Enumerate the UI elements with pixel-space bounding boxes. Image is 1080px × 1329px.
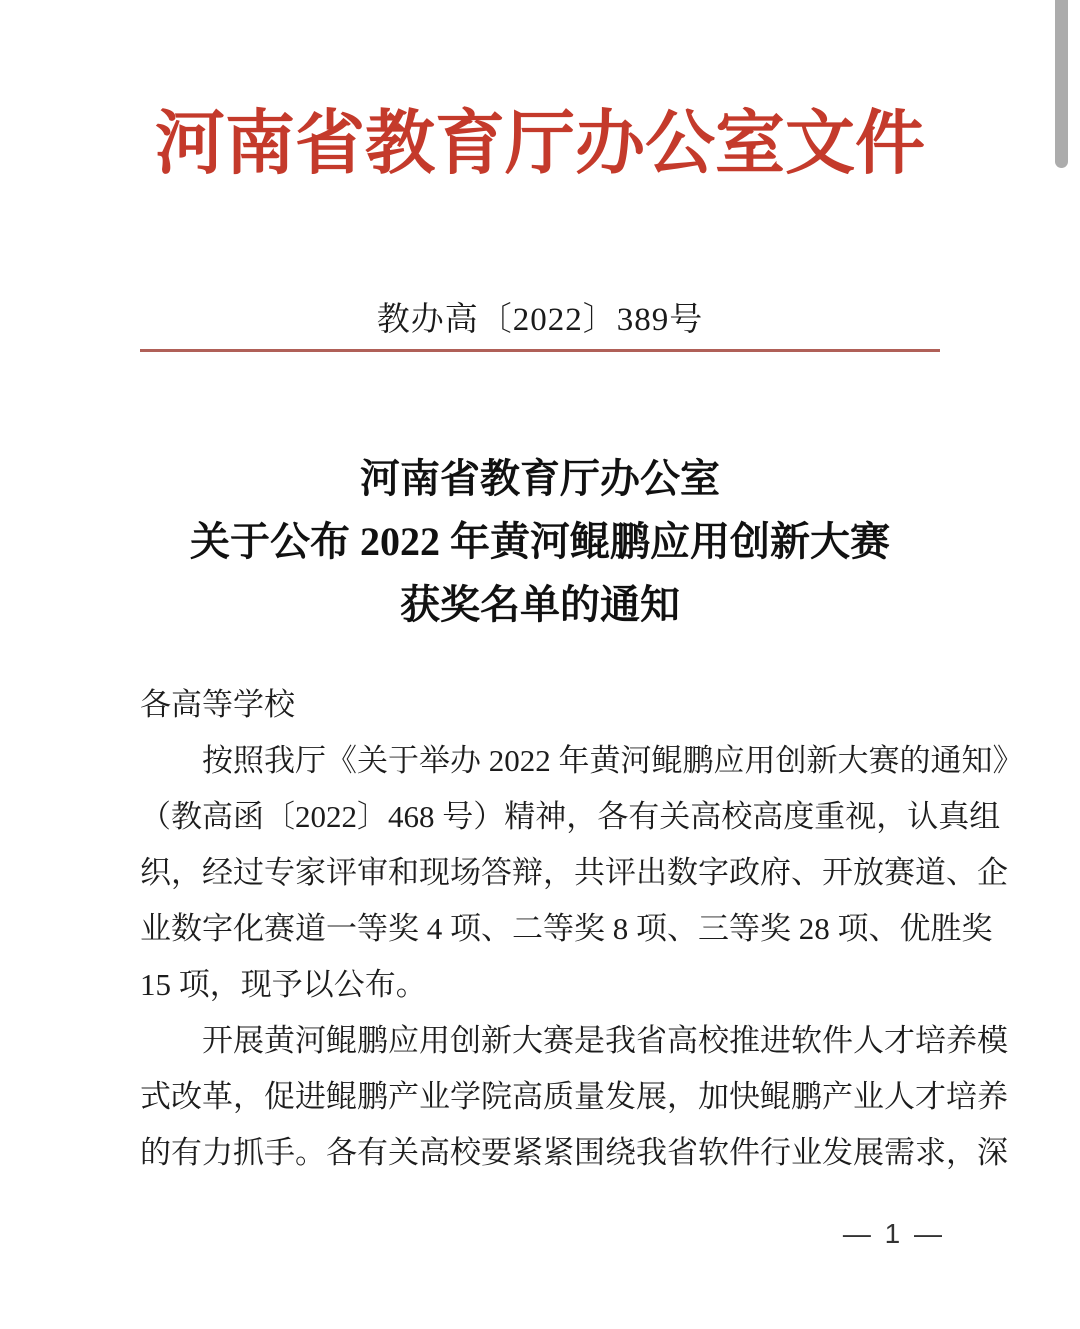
salutation-line: 各高等学校 — [140, 686, 295, 722]
document-title — [140, 447, 940, 636]
body-line: 的有力抓手。各有关高校要紧紧围绕我省软件行业发展需求，深 — [140, 1134, 1008, 1170]
page-number: — 1 — — [842, 1218, 945, 1249]
body-line: 织，经过专家评审和现场答辩，共评出数字政府、开放赛道、企 — [140, 854, 1008, 890]
body-line: 业数字化赛道一等奖 4 项、二等奖 8 项、三等奖 28 项、优胜奖 — [140, 910, 993, 946]
title-line: 河南省教育厅办公室 — [360, 455, 720, 501]
document-header-banner: 河南省教育厅办公室文件 — [155, 106, 925, 183]
scrollbar-thumb[interactable] — [1055, 0, 1068, 168]
body-line: 15 项，现予以公布。 — [140, 966, 427, 1002]
document-body — [140, 677, 1024, 1181]
red-divider-rule — [140, 349, 940, 352]
body-line: 式改革，促进鲲鹏产业学院高质量发展，加快鲲鹏产业人才培养 — [140, 1078, 1008, 1114]
body-line: 开展黄河鲲鹏应用创新大赛是我省高校推进软件人才培养模 — [202, 1022, 1008, 1058]
title-line: 关于公布 2022 年黄河鲲鹏应用创新大赛 — [190, 518, 890, 564]
body-line: （教高函〔2022〕468 号）精神，各有关高校高度重视，认真组 — [140, 798, 1001, 834]
title-line: 获奖名单的通知 — [400, 581, 680, 627]
document-number: 教办高〔2022〕389号 — [376, 302, 704, 338]
body-line: 按照我厅《关于举办 2022 年黄河鲲鹏应用创新大赛的通知》 — [202, 742, 1024, 778]
